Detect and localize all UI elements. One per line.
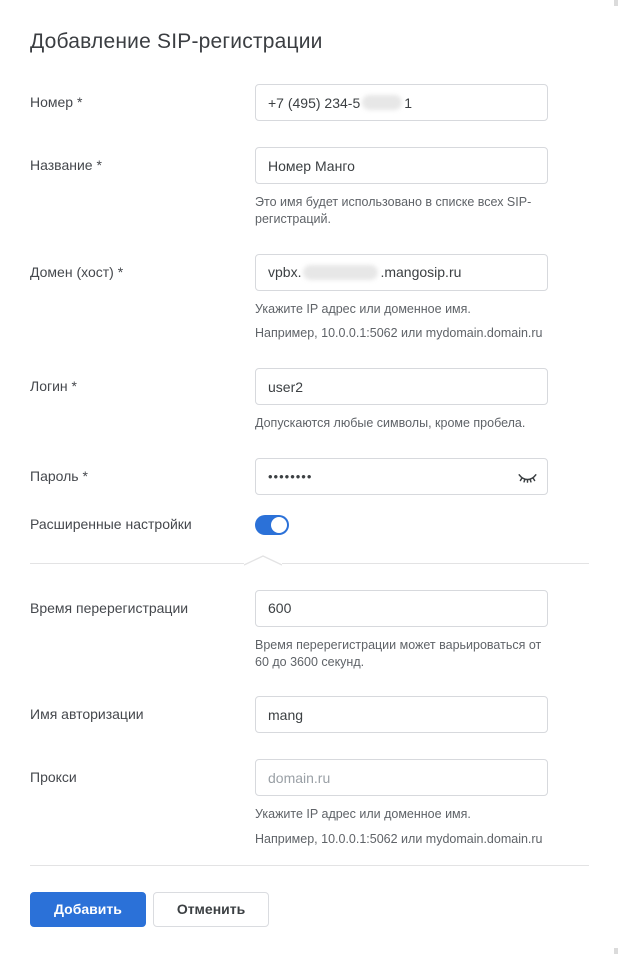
reregistration-input[interactable] (255, 590, 548, 627)
eye-closed-icon (517, 474, 538, 489)
form-actions (30, 892, 589, 927)
scrollbar-artifact-bottom (614, 948, 618, 954)
field-row-domain (30, 254, 589, 343)
auth-name-input[interactable] (255, 696, 548, 733)
password-label: Пароль * (30, 467, 88, 484)
field-row-number (30, 84, 589, 121)
page-title: Добавление SIP-регистрации (30, 30, 323, 53)
domain-value-prefix: vpbx. (268, 264, 302, 280)
domain-input[interactable] (255, 254, 548, 291)
proxy-hint-1: Укажите IP адрес или доменное имя. (255, 807, 471, 822)
field-row-password (30, 458, 589, 495)
domain-hint-2: Например, 10.0.0.1:5062 или mydomain.domain.ru (255, 326, 543, 341)
password-input[interactable] (255, 458, 548, 495)
cancel-button[interactable]: Отменить (153, 892, 269, 927)
number-input[interactable] (255, 84, 548, 121)
field-row-name (30, 147, 589, 228)
name-hint: Это имя будет использовано в списке всех SIP-регистраций. (255, 195, 532, 226)
proxy-hint-2: Например, 10.0.0.1:5062 или mydomain.domain.ru (255, 832, 543, 846)
number-value-prefix: +7 (495) 234-5 (268, 94, 361, 111)
name-label: Название * (30, 157, 102, 173)
scrollbar-artifact-top (614, 0, 618, 6)
advanced-settings-toggle[interactable] (255, 515, 289, 535)
number-label: Номер * (30, 94, 83, 110)
domain-value-suffix: .mangosip.ru (380, 264, 462, 280)
reregistration-label: Время перерегистрации (30, 599, 189, 616)
auth-name-label: Имя авторизации (30, 706, 144, 723)
reregistration-hint: Время перерегистрации может варьироваться от 60 до 3600 секунд. (255, 637, 542, 669)
proxy-input[interactable] (255, 759, 548, 796)
name-input[interactable] (255, 147, 548, 184)
advanced-settings-label: Расширенные настройки (30, 516, 192, 532)
domain-label: Домен (хост) * (30, 263, 124, 280)
advanced-section-divider (30, 563, 589, 564)
caret-up-notch-icon (244, 555, 282, 566)
field-row-reregistration (30, 590, 589, 671)
add-button[interactable]: Добавить (30, 892, 146, 927)
login-input[interactable] (255, 368, 548, 405)
password-visibility-button[interactable] (516, 467, 538, 487)
footer-divider (30, 865, 589, 866)
redacted-blur (303, 265, 378, 280)
redacted-blur (362, 95, 402, 110)
login-label: Логин * (30, 378, 77, 394)
proxy-label: Прокси (30, 769, 77, 786)
field-row-login (30, 368, 589, 432)
field-row-proxy (30, 759, 589, 848)
field-row-auth-name (30, 696, 589, 733)
number-value-suffix: 1 (404, 94, 413, 111)
advanced-settings-row (30, 515, 589, 535)
toggle-knob (271, 517, 287, 533)
login-hint: Допускаются любые символы, кроме пробела. (255, 416, 526, 430)
domain-hint-1: Укажите IP адрес или доменное имя. (255, 301, 471, 316)
